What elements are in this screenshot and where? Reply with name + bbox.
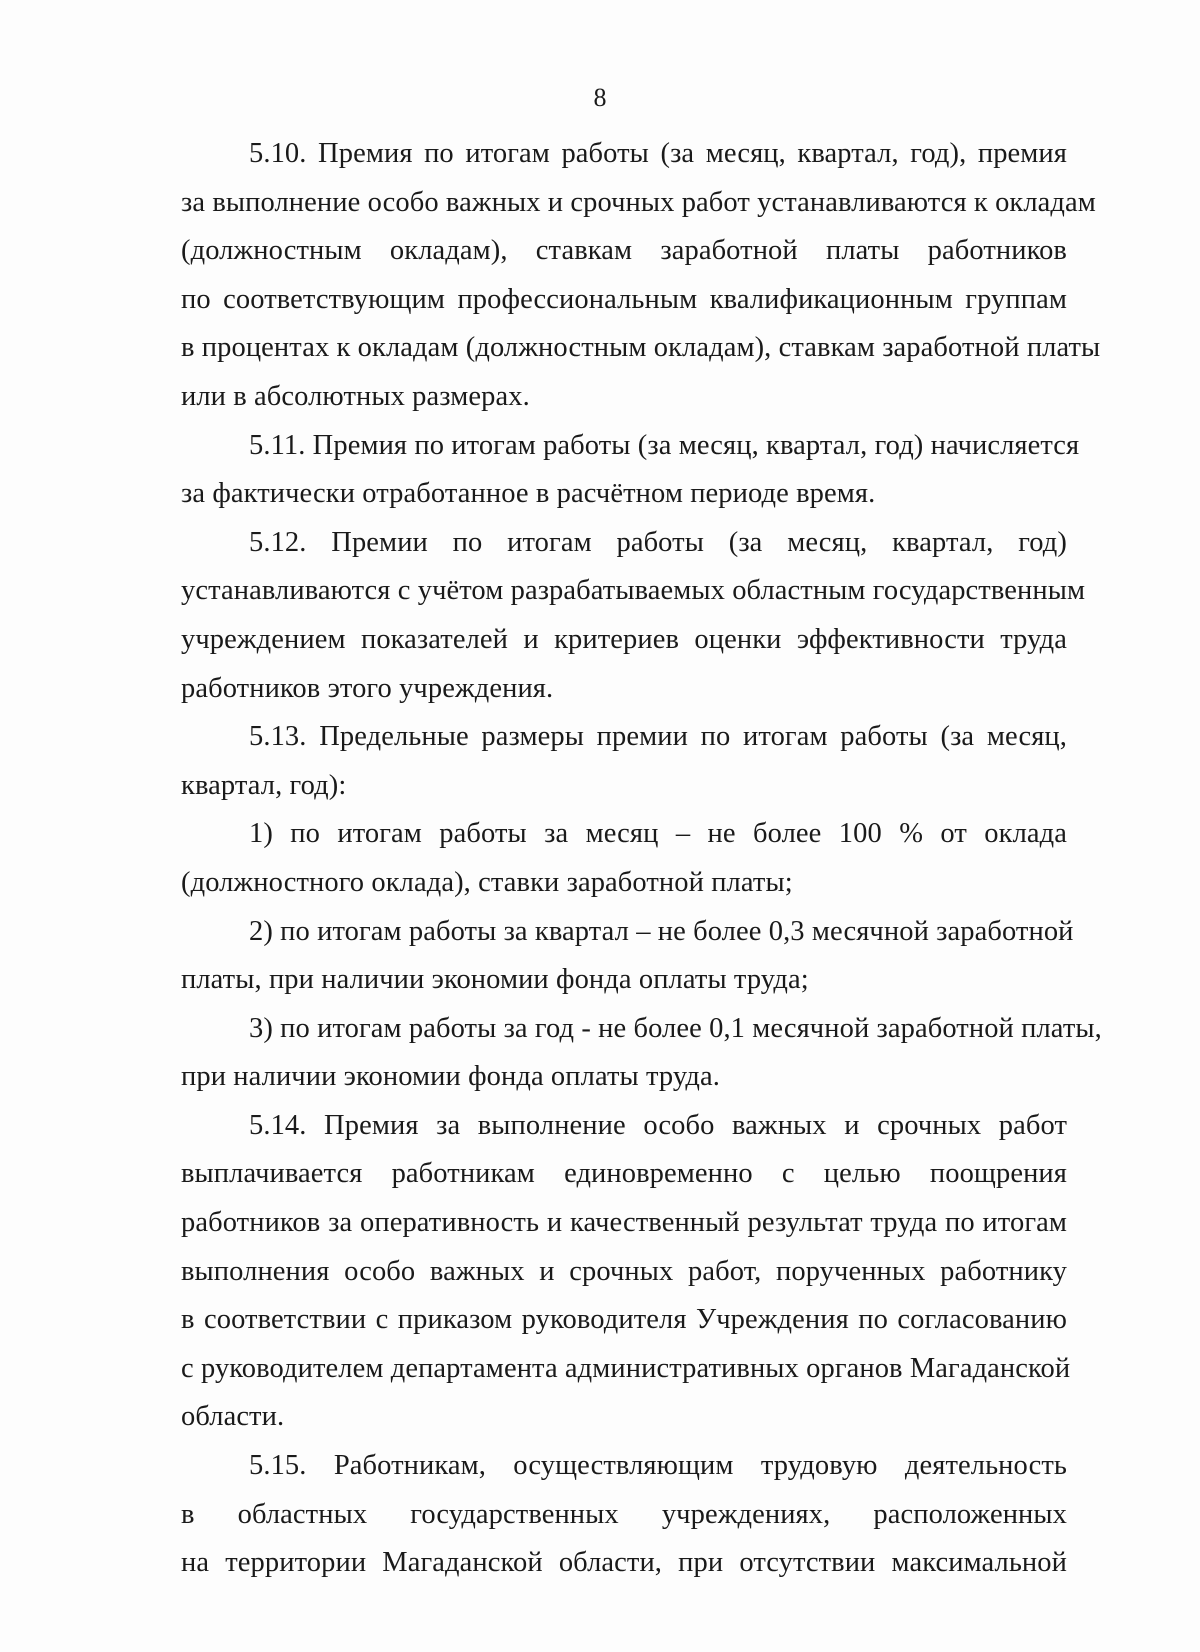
text-line: 5.11. Премия по итогам работы (за месяц, квартал, год) начисляется	[249, 429, 1080, 461]
text-line: при наличии экономии фонда оплаты труда.	[181, 1061, 720, 1093]
text-line: или в абсолютных размерах.	[181, 380, 530, 412]
text-line: области.	[181, 1401, 285, 1433]
text-line: выполнения особо важных и срочных работ, порученных работнику	[181, 1255, 1067, 1287]
text-line: 3) по итогам работы за год - не более 0,1 месячной заработной платы,	[249, 1012, 1102, 1044]
text-line: на территории Магаданской области, при отсутствии максимальной	[181, 1547, 1067, 1579]
text-line: устанавливаются с учётом разрабатываемых областным государственным	[181, 575, 1086, 607]
text-line: за выполнение особо важных и срочных работ устанавливаются к окладам	[181, 186, 1096, 218]
text-line: 5.12. Премии по итогам работы (за месяц, квартал, год)	[249, 526, 1067, 558]
text-line: за фактически отработанное в расчётном периоде время.	[181, 478, 876, 510]
text-line: (должностным окладам), ставкам заработной платы работников	[181, 235, 1067, 267]
text-line: в соответствии с приказом руководителя Учреждения по согласованию	[181, 1304, 1067, 1336]
text-line: 2) по итогам работы за квартал – не более 0,3 месячной заработной	[249, 915, 1074, 947]
text-line: в процентах к окладам (должностным окладам), ставкам заработной платы	[181, 332, 1101, 364]
text-line: в областных государственных учреждениях, расположенных	[181, 1498, 1067, 1530]
document-body	[181, 130, 1102, 1588]
text-line: с руководителем департамента административных органов Магаданской	[181, 1352, 1071, 1384]
text-line: по соответствующим профессиональным квалификационным группам	[181, 283, 1067, 315]
text-line: учреждением показателей и критериев оценки эффективности труда	[181, 623, 1067, 655]
text-line: 1) по итогам работы за месяц – не более 100 % от оклада	[249, 818, 1067, 850]
text-line: 5.14. Премия за выполнение особо важных и срочных работ	[249, 1109, 1067, 1141]
text-line: 5.13. Предельные размеры премии по итогам работы (за месяц,	[249, 721, 1067, 753]
text-line: (должностного оклада), ставки заработной платы;	[181, 866, 793, 898]
text-line: 5.10. Премия по итогам работы (за месяц, квартал, год), премия	[249, 138, 1067, 169]
text-line: выплачивается работникам единовременно с целью поощрения	[181, 1158, 1067, 1190]
text-line: квартал, год):	[181, 769, 347, 801]
page-number: 8	[593, 83, 607, 112]
text-line: платы, при наличии экономии фонда оплаты труда;	[181, 964, 809, 996]
text-line: 5.15. Работникам, осуществляющим трудовую деятельность	[249, 1450, 1067, 1482]
text-line: работников за оперативность и качественный результат труда по итогам	[181, 1207, 1067, 1239]
text-line: работников этого учреждения.	[181, 672, 554, 704]
